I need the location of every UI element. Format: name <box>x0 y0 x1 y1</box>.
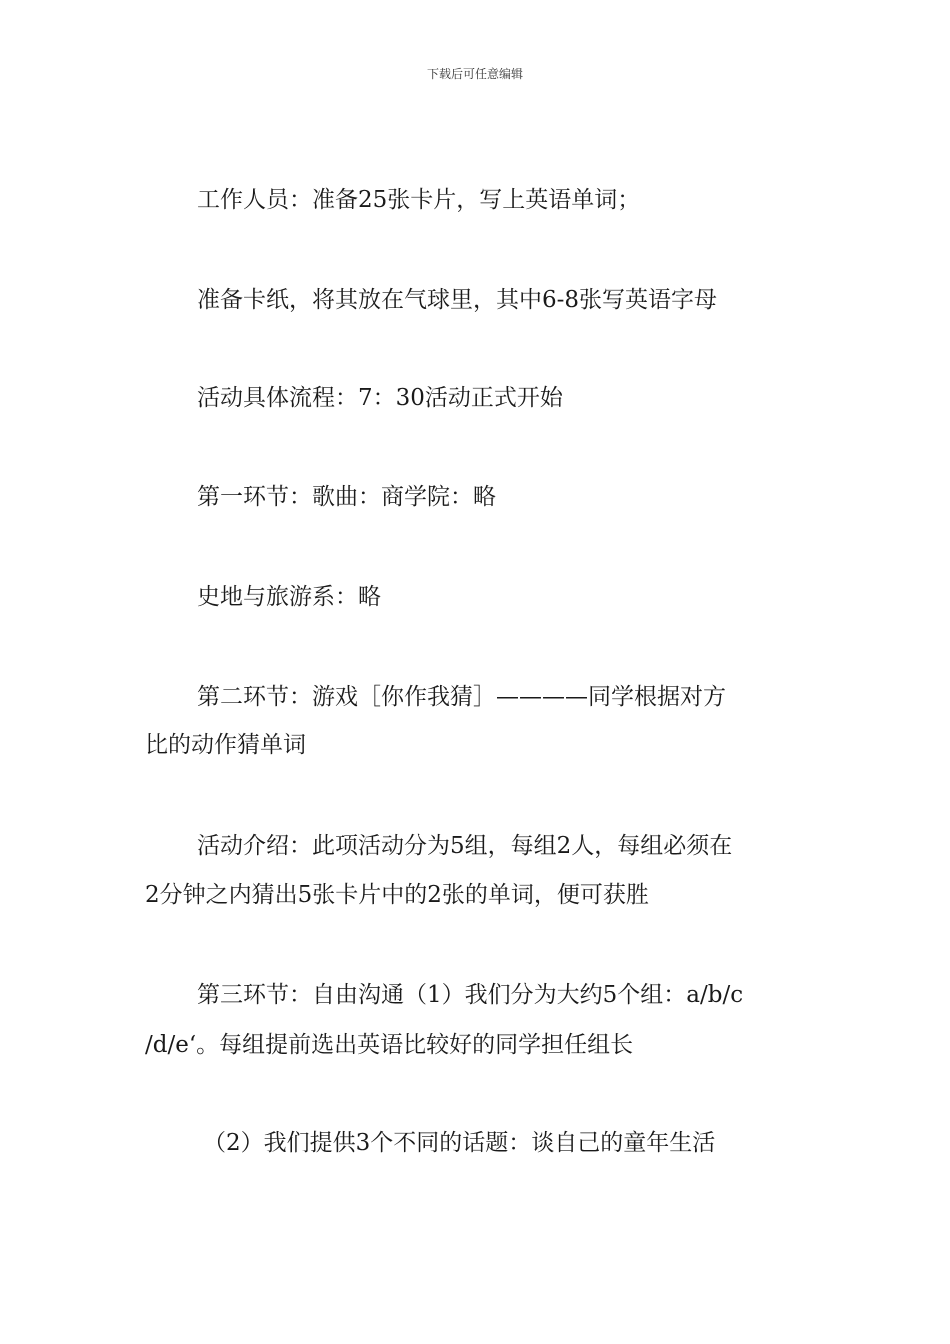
paragraph-section-two-line1: 第二环节：游戏［你作我猜］————同学根据对方 <box>197 684 726 710</box>
paragraph-activity-flow: 活动具体流程：7：30活动正式开始 <box>197 385 563 411</box>
paragraph-section-one: 第一环节：歌曲：商学院：略 <box>197 484 496 510</box>
paragraph-section-two-line2: 比的动作猜单词 <box>145 732 306 758</box>
paragraph-staff-preparation: 工作人员：准备25张卡片，写上英语单词； <box>197 187 641 213</box>
paragraph-card-paper: 准备卡纸，将其放在气球里，其中6-8张写英语字母 <box>197 287 718 313</box>
paragraph-activity-intro-line2: 2分钟之内猜出5张卡片中的2张的单词，便可获胜 <box>145 882 649 908</box>
paragraph-section-three-line2: /d/e‘。每组提前选出英语比较好的同学担任组长 <box>145 1032 634 1058</box>
paragraph-activity-intro-line1: 活动介绍：此项活动分为5组，每组2人，每组必须在 <box>197 833 733 859</box>
paragraph-section-three-line1: 第三环节：自由沟通（1）我们分为大约5个组：a/b/c <box>197 982 744 1008</box>
paragraph-topics: （2）我们提供3个不同的话题：谈自己的童年生活 <box>203 1130 716 1156</box>
paragraph-history-geography: 史地与旅游系：略 <box>197 584 381 610</box>
page-header: 下载后可任意编辑 <box>426 67 523 81</box>
